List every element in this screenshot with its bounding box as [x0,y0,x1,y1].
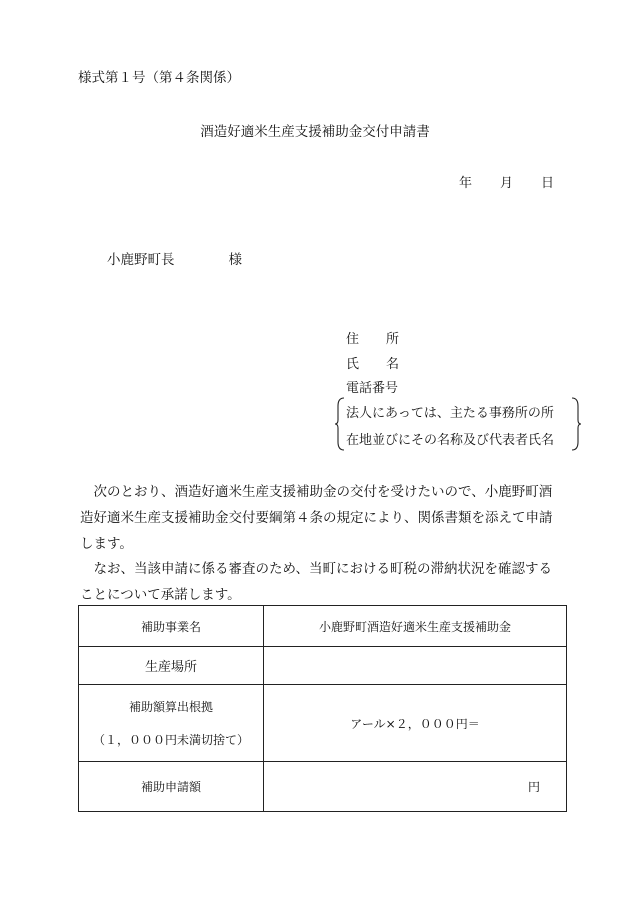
name-label-char2: 名 [386,357,400,372]
addressee [107,248,242,268]
table-row [79,647,567,685]
application-paragraph: 次のとおり、酒造好適米生産支援補助金の交付を受けたいので、小鹿野町酒造好適米生産支援補助金交付要綱第４条の規定により、関係書類を添えて申請します。 [80,484,553,552]
corporation-note-line2: 在地並びにその名称及び代表者氏名 [346,433,555,448]
document-title: 酒造好適米生産支援補助金交付申請書 [200,124,430,140]
name-label [346,353,399,372]
project-name-value: 小鹿野町酒造好適米生産支援補助金 [264,606,567,647]
table-row [79,762,567,812]
addressee-name: 小鹿野町長 [107,252,175,268]
calculation-basis-title: 補助額算出根拠 [128,700,213,714]
date-line [459,172,554,191]
production-place-label: 生産場所 [79,647,264,685]
project-name-label: 補助事業名 [79,606,264,647]
address-label-char1: 住 [346,332,360,347]
date-month: 月 [500,176,514,191]
subsidy-table [78,605,567,812]
addressee-honorific: 様 [228,252,242,268]
date-day: 日 [541,176,555,191]
consent-paragraph: なお、当該申請に係る審査のため、当町における町税の滞納状況を確認することについて承諾します。 [80,561,552,603]
calculation-basis-value: アール×２，０００円＝ [264,685,567,762]
table-row [79,606,567,647]
address-label-char2: 所 [386,332,400,347]
name-label-char1: 氏 [346,357,360,372]
corporation-note-line1: 法人にあっては、主たる事務所の所 [346,406,554,421]
phone-label: 電話番号 [346,381,399,396]
address-label [346,328,399,347]
requested-amount-label: 補助申請額 [79,762,264,812]
requested-amount-value: 円 [264,762,567,812]
date-year: 年 [459,176,473,191]
table-row [79,685,567,762]
form-number: 様式第１号（第４条関係） [78,70,240,86]
calculation-basis-label [79,685,264,762]
production-place-value [264,647,567,685]
calculation-basis-note: （１，０００円未満切捨て） [92,733,249,747]
